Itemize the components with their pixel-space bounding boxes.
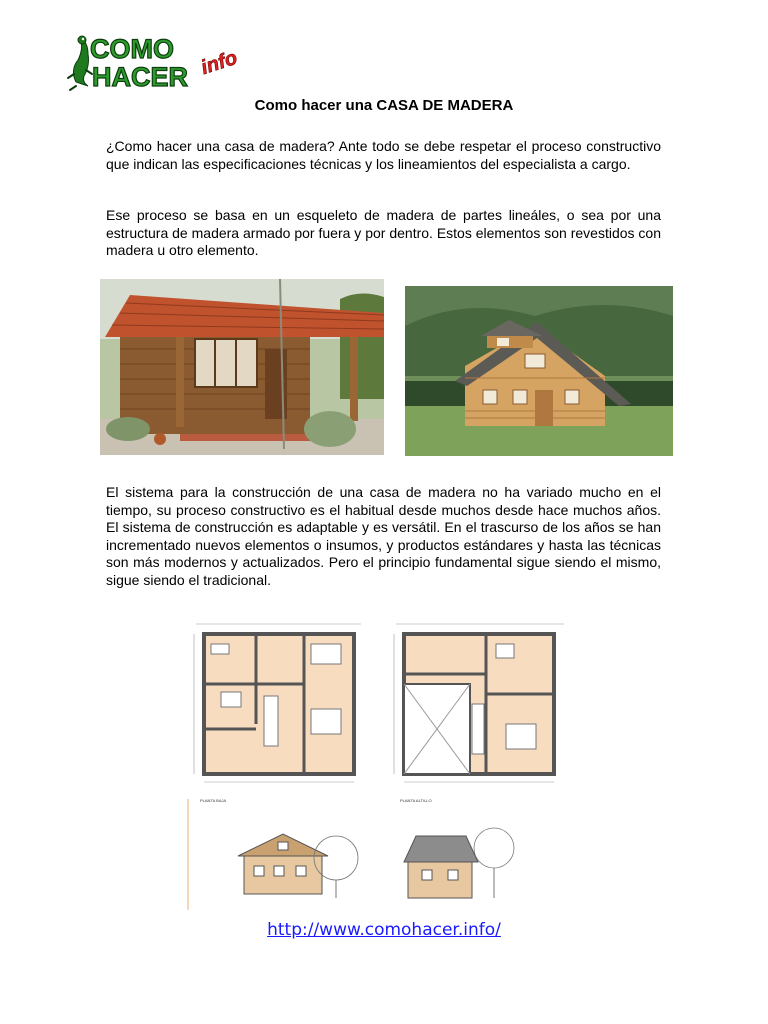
comohacer-logo[interactable] xyxy=(66,30,246,92)
floor-plans-drawing xyxy=(186,614,588,910)
document-title: Como hacer una CASA DE MADERA xyxy=(254,97,514,114)
footer-link[interactable]: http://www.comohacer.info/ xyxy=(267,920,501,940)
paragraph-structure: Ese proceso se basa en un esqueleto de madera de partes lineáles, o sea por una estructura de madera armado por fuera y por dentro. Estos elementos son revestidos con madera u otro elemento. xyxy=(106,207,661,258)
logo-line1: COMO xyxy=(90,34,174,64)
wooden-house-photo-2 xyxy=(405,286,673,456)
floor-plan-ground xyxy=(194,624,361,782)
floor-plan-attic xyxy=(394,624,564,782)
plan-label-right: PLANTA ALTILLO xyxy=(400,798,432,803)
paragraph-intro: ¿Como hacer una casa de madera? Ante todo se debe respetar el proceso constructivo que indican las especificaciones técnicas y los lineamientos del especialista a cargo. xyxy=(106,138,661,172)
gecko-mascot-icon xyxy=(68,36,92,90)
wooden-house-photo-1 xyxy=(100,279,384,455)
paragraph-system: El sistema para la construcción de una casa de madera no ha variado mucho en el tiempo, su proceso constructivo es el habitual desde muchos desde hace muchos años. El sistema de construcción es adaptable y es versátil. En el trascurso de los años se han incrementado nuevos elementos o insumos, y productos estándares y hasta las técnicas son más modernos y actualizados. Pero el principio fundamental sigue siendo el mismo, sigue siendo el tradicional. xyxy=(106,484,661,588)
plan-label-left: PLANTA BAJA xyxy=(200,798,227,803)
logo-line2: HACER xyxy=(92,62,189,92)
logo-tag: info xyxy=(198,46,240,80)
